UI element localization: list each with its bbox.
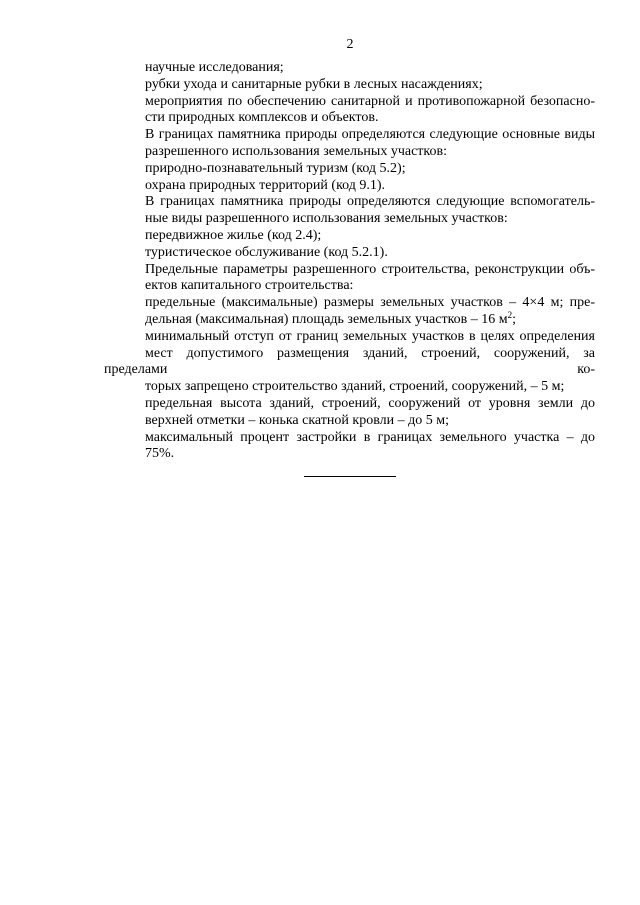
paragraph-line: мероприятия по обеспечению санитарной и противопожарной безопасно- xyxy=(145,93,595,109)
paragraph-line: рубки ухода и санитарные рубки в лесных насаждениях; xyxy=(145,76,483,92)
paragraph-line: предельная высота зданий, строений, сооружений от уровня земли до xyxy=(145,395,595,411)
paragraph-mobile-housing xyxy=(104,228,595,245)
paragraph-line: туристическое обслуживание (код 5.2.1). xyxy=(145,244,388,260)
paragraph-auxiliary-uses-intro xyxy=(104,194,595,228)
paragraph-line: сти природных комплексов и объектов. xyxy=(145,110,379,126)
paragraph-max-height xyxy=(104,396,595,430)
paragraph-line-with-superscript xyxy=(104,309,595,329)
paragraph-tourism xyxy=(104,161,595,178)
paragraph-line: научные исследования; xyxy=(145,60,284,75)
paragraph-safety-measures xyxy=(104,94,595,128)
paragraph-building-coverage xyxy=(104,430,595,464)
paragraph-line: Предельные параметры разрешенного строительства, реконструкции объ- xyxy=(145,261,595,277)
paragraph-line: ные виды разрешенного использования земельных участков: xyxy=(145,211,508,227)
paragraph-minimum-setback xyxy=(104,329,595,396)
paragraph-line: В границах памятника природы определяются следующие основные виды xyxy=(145,127,595,143)
paragraph-limits-intro xyxy=(104,262,595,296)
paragraph-line: верхней отметки – конька скатной кровли – до 5 м; xyxy=(145,412,449,428)
paragraph-line: передвижное жилье (код 2.4); xyxy=(145,227,322,243)
paragraph-logging xyxy=(104,77,595,94)
paragraph-line: охрана природных территорий (код 9.1). xyxy=(145,177,386,193)
paragraph-line: мест допустимого размещения зданий, строений, сооружений, за пределами ко- xyxy=(104,345,595,378)
paragraph-tourist-service xyxy=(104,245,595,262)
paragraph-nature-protection xyxy=(104,178,595,195)
paragraph-main-uses-intro xyxy=(104,127,595,161)
paragraph-scientific-research xyxy=(104,60,595,77)
paragraph-line: 75%. xyxy=(145,446,175,462)
paragraph-line-tail: ; xyxy=(512,311,517,327)
paragraph-line: В границах памятника природы определяются следующие вспомогатель- xyxy=(145,194,595,210)
paragraph-line-text: дельная (максимальная) площадь земельных участков – 16 м xyxy=(145,311,508,327)
paragraph-line: ектов капитального строительства: xyxy=(145,278,354,294)
superscript-exponent: 2 xyxy=(507,309,513,320)
paragraph-line: торых запрещено строительство зданий, строений, сооружений, – 5 м; xyxy=(145,379,565,395)
paragraph-line: максимальный процент застройки в границах земельного участка – до xyxy=(145,429,595,445)
paragraph-line: разрешенного использования земельных участков: xyxy=(145,143,447,159)
page-number: 2 xyxy=(346,37,354,52)
document-body xyxy=(104,60,595,463)
paragraph-line: минимальный отступ от границ земельных участков в целях определения xyxy=(145,328,595,344)
paragraph-plot-sizes xyxy=(104,295,595,329)
paragraph-line: предельные (максимальные) размеры земельных участков – 4×4 м; пре- xyxy=(145,295,595,311)
paragraph-line: природно-познавательный туризм (код 5.2); xyxy=(145,160,406,176)
end-divider-line xyxy=(304,476,396,477)
